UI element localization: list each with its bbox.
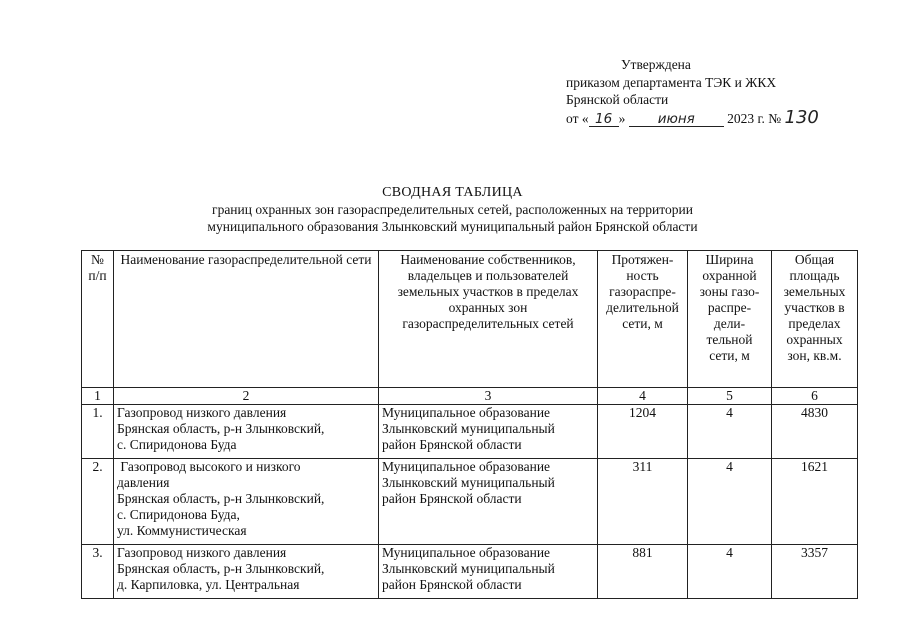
handwritten-month: июня <box>629 112 724 127</box>
column-number: 6 <box>772 388 858 405</box>
table-header-row <box>82 251 858 388</box>
document-title: СВОДНАЯ ТАБЛИЦА <box>382 185 523 200</box>
handwritten-day: 16 <box>589 112 619 127</box>
network-name-cell <box>114 545 379 599</box>
handwritten-order-number: 130 <box>784 106 819 128</box>
row-number: 2. <box>82 459 114 545</box>
owner-line: Муниципальное образование <box>382 459 551 474</box>
length-cell: 1204 <box>598 405 688 459</box>
table-row <box>82 459 858 545</box>
network-name-line: Газопровод высокого и низкого <box>117 459 301 474</box>
header-length: Протяжен- ность газораспре- делительной сети, м <box>598 251 688 388</box>
length-cell: 311 <box>598 459 688 545</box>
header-network-name: Наименование газораспределительной сети <box>114 251 379 388</box>
network-name-line: Брянская область, р-н Злынковский, <box>117 561 325 576</box>
area-cell: 3357 <box>772 545 858 599</box>
owner-line: Муниципальное образование <box>382 545 551 560</box>
owner-line: Муниципальное образование <box>382 405 551 420</box>
header-total-area: Общая площадь земельных участков в пределах охранных зон, кв.м. <box>772 251 858 388</box>
header-zone-width: Ширина охранной зоны газо- распре- дели- тельной сети, м <box>688 251 772 388</box>
document-subtitle-2: муниципального образования Злынковский муниципальный район Брянской области <box>207 219 698 234</box>
column-number: 4 <box>598 388 688 405</box>
approval-label: Утверждена <box>621 57 691 72</box>
approval-date-line <box>566 106 819 128</box>
owner-line: Злынковский муниципальный <box>382 475 555 490</box>
zone-width-cell: 4 <box>688 405 772 459</box>
area-cell: 4830 <box>772 405 858 459</box>
table-row <box>82 545 858 599</box>
approval-issuer: приказом департамента ТЭК и ЖКХ <box>566 74 777 90</box>
owner-line: район Брянской области <box>382 577 522 592</box>
network-name-cell <box>114 405 379 459</box>
network-name-line: ул. Коммунистическая <box>117 523 247 538</box>
owner-cell <box>379 545 598 599</box>
network-name-line: д. Карпиловка, ул. Центральная <box>117 577 300 592</box>
network-name-line: Брянская область, р-н Злынковский, <box>117 421 325 436</box>
approval-region: Брянской области <box>566 92 669 107</box>
table-row <box>82 405 858 459</box>
owner-line: Злынковский муниципальный <box>382 561 555 576</box>
owner-line: район Брянской области <box>382 437 522 452</box>
owner-cell <box>379 405 598 459</box>
network-name-line: давления <box>117 475 170 490</box>
network-name-cell <box>114 459 379 545</box>
zone-width-cell: 4 <box>688 459 772 545</box>
header-owners: Наименование собственников, владельцев и пользователей земельных участков в пределах охранных зон газораспределительных сетей <box>379 251 598 388</box>
column-number: 2 <box>114 388 379 405</box>
date-mid: » <box>618 110 626 126</box>
network-name-line: Газопровод низкого давления <box>117 405 287 420</box>
network-name-line: с. Спиридонова Буда <box>117 437 237 452</box>
zone-width-cell: 4 <box>688 545 772 599</box>
document-subtitle-1: границ охранных зон газораспределительных сетей, расположенных на территории <box>212 202 693 217</box>
column-number: 3 <box>379 388 598 405</box>
approval-block <box>566 56 819 127</box>
row-number: 3. <box>82 545 114 599</box>
network-name-line: с. Спиридонова Буда, <box>117 507 240 522</box>
column-number: 5 <box>688 388 772 405</box>
network-name-line: Газопровод низкого давления <box>117 545 287 560</box>
network-name-line: Брянская область, р-н Злынковский, <box>117 491 325 506</box>
header-number: № п/п <box>82 251 114 388</box>
owner-line: район Брянской области <box>382 491 522 506</box>
owner-cell <box>379 459 598 545</box>
summary-table <box>81 250 858 599</box>
owner-line: Злынковский муниципальный <box>382 421 555 436</box>
column-number: 1 <box>82 388 114 405</box>
column-number-row <box>82 388 858 405</box>
year-text: 2023 г. № <box>727 110 782 126</box>
document-titles <box>0 184 905 235</box>
row-number: 1. <box>82 405 114 459</box>
length-cell: 881 <box>598 545 688 599</box>
date-prefix: от « <box>566 110 589 126</box>
area-cell: 1621 <box>772 459 858 545</box>
